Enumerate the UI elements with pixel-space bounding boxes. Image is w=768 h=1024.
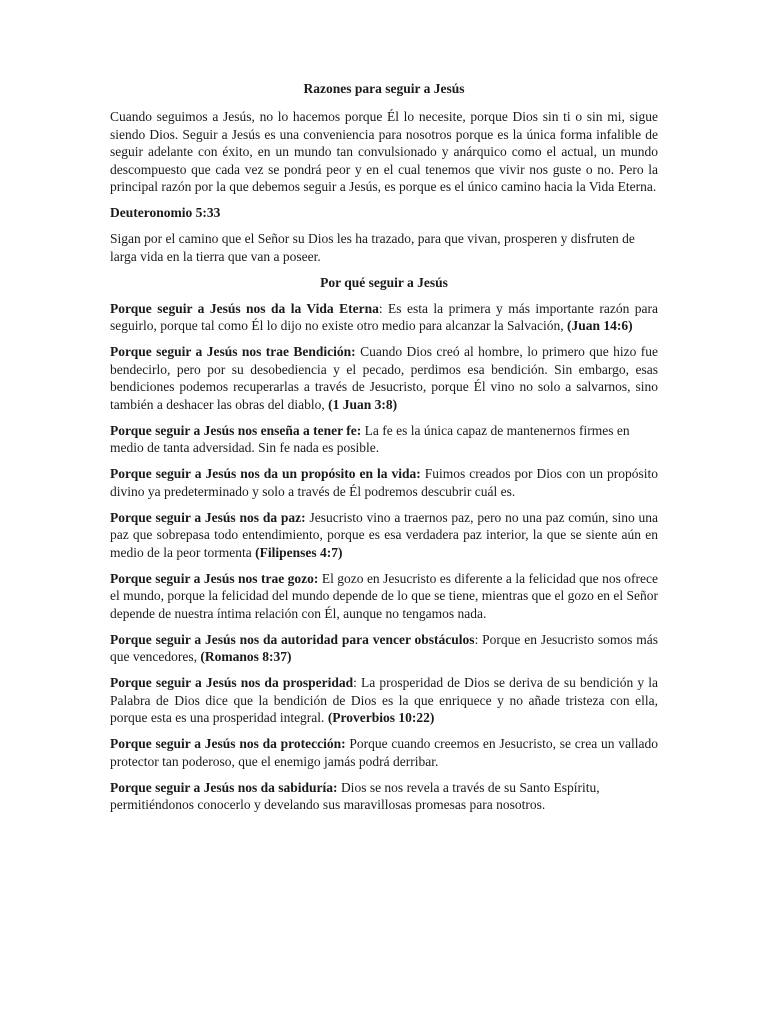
reason-paragraph: [110, 779, 658, 814]
reason-text: Porque cuando creemos en Jesucristo, se crea un vallado protector tan poderoso, que el enemigo jamás podrá derribar.: [110, 736, 658, 769]
reason-reference: (Romanos 8:37): [200, 649, 292, 664]
reason-text: Fuimos creados por Dios con un propósito divino ya predeterminado y solo a través de Él podremos descubrir cuál es.: [110, 466, 658, 499]
reason-lead: Porque seguir a Jesús nos trae gozo:: [110, 570, 319, 586]
reason-lead: Porque seguir a Jesús nos da prosperidad: [110, 675, 354, 690]
reason-paragraph: [110, 422, 658, 457]
reason-lead: Porque seguir a Jesús nos trae Bendición:: [110, 344, 356, 359]
reason-paragraph: [110, 735, 658, 770]
reason-reference: (Proverbios 10:22): [327, 710, 435, 725]
reason-lead: Porque seguir a Jesús nos da la Vida Eterna: [110, 300, 379, 316]
reason-reference: (Juan 14:6): [566, 318, 633, 333]
reason-lead: Porque seguir a Jesús nos enseña a tener fe:: [110, 422, 362, 438]
reason-text: Es esta la primera y más importante razón para seguirlo, porque tal como Él lo dijo no existe otro medio para alcanzar la Salvación,: [110, 300, 658, 333]
reason-text: Cuando Dios creó al hombre, lo primero que hizo fue bendecirlo, pero por su desobediencia y el pecado, perdimos esa bendición. Sin embargo, esas bendiciones podemos recuperarlas a través de Jesucristo, porque Él vino no solo a salvarnos, sino también a deshacer las obras del diablo,: [110, 344, 659, 412]
reason-text: Porque en Jesucristo somos más que vencedores,: [110, 631, 658, 664]
reason-text: Jesucristo vino a traernos paz, pero no una paz común, sino una paz que sobrepasa todo entendimiento, porque es esa verdadera paz interior, la que se siente aún en medio de la peor tormenta: [110, 509, 659, 560]
reason-paragraph: [110, 509, 658, 562]
reason-reference: (1 Juan 3:8): [328, 396, 398, 412]
intro-paragraph: Cuando seguimos a Jesús, no lo hacemos porque Él lo necesite, porque Dios sin ti o sin mi, sigue siendo Dios. Seguir a Jesús es una conveniencia para nosotros porque es la única forma infalible de seguir adelante con éxito, en un mundo tan convulsionado y anárquico como el actual, un mundo descompuesto que cada vez se pondrá peor y en el cual tenemos que vivir nos guste o no. Pero la principal razón por la que debemos seguir a Jesús, es porque es el único camino hacia la Vida Eterna.: [110, 109, 658, 194]
reason-separator: :: [474, 631, 483, 647]
reason-paragraph: [110, 570, 658, 623]
reason-lead: Porque seguir a Jesús nos da sabiduría:: [110, 779, 338, 795]
reason-paragraph: [110, 300, 658, 335]
reason-lead: Porque seguir a Jesús nos da paz:: [110, 509, 306, 525]
reason-text: Dios se nos revela a través de su Santo Espíritu, permitiéndonos conocerlo y develando sus maravillosas promesas para nosotros.: [110, 779, 600, 812]
reason-text: La prosperidad de Dios se deriva de su bendición y la Palabra de Dios dice que la bendición de Dios es la que enriquece y no añade tristeza con ella, porque esta es una prosperidad integral.: [110, 675, 658, 725]
reason-paragraph: [110, 343, 658, 413]
reason-lead: Porque seguir a Jesús nos da autoridad para vencer obstáculos: [110, 631, 475, 647]
reason-lead: Porque seguir a Jesús nos da un propósito en la vida:: [110, 466, 421, 481]
reason-lead: Porque seguir a Jesús nos da protección:: [110, 736, 346, 751]
reason-separator: :: [378, 300, 389, 316]
document-title: Razones para seguir a Jesús: [303, 81, 465, 96]
reason-text: El gozo en Jesucristo es diferente a la felicidad que nos ofrece el mundo, porque la felicidad del mundo depende de lo que se tiene, mientras que el gozo en el Señor depende de nuestra íntima relación con Él, aunque no tengamos nada.: [110, 570, 659, 621]
reason-text: La fe es la única capaz de mantenernos firmes en medio de tanta adversidad. Sin fe nada es posible.: [110, 422, 630, 455]
reason-reference: (Filipenses 4:7): [255, 544, 343, 560]
reason-paragraph: [110, 465, 658, 500]
verse-text: Sigan por el camino que el Señor su Dios les ha trazado, para que vivan, prosperen y disfruten de larga vida en la tierra que van a poseer.: [110, 231, 635, 264]
reason-paragraph: [110, 631, 658, 666]
reason-paragraph: [110, 674, 658, 727]
verse-reference: Deuteronomio 5:33: [110, 205, 221, 220]
section-title: Por qué seguir a Jesús: [320, 274, 448, 290]
reason-separator: :: [353, 675, 361, 690]
